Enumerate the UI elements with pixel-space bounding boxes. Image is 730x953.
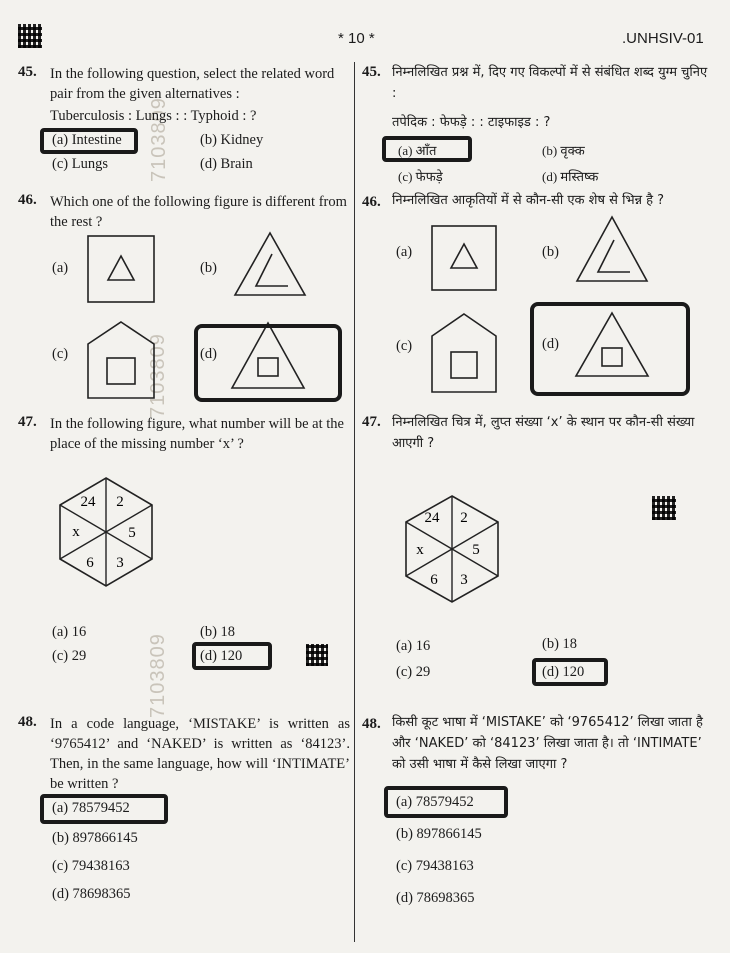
question-text: In the following question, select the related word pair from the given alternatives : [50, 66, 335, 102]
option-d[interactable]: (d) 78698365 [52, 886, 131, 902]
figure-label-c: (c) [52, 346, 69, 362]
question-number: 45. [362, 64, 381, 80]
answer-mark [194, 324, 342, 402]
option-d[interactable]: (d) 120 [200, 648, 243, 664]
qr-code-icon [652, 496, 676, 520]
answer-mark [532, 658, 608, 686]
question-number: 48. [18, 714, 37, 730]
hexagon-figure [58, 476, 154, 588]
option-d[interactable]: (d) 120 [542, 664, 585, 680]
option-c[interactable]: (c) Lungs [52, 156, 108, 172]
question-text-hindi: निम्नलिखित आकृतियों में से कौन-सी एक शेष से भिन्न है ? [392, 193, 665, 208]
option-c[interactable]: (c) 29 [52, 648, 87, 664]
answer-mark [384, 786, 508, 818]
serial-stamp: 7103809 [147, 633, 169, 718]
option-d[interactable]: (d) 78698365 [396, 890, 475, 906]
option-c[interactable]: (c) 29 [396, 664, 431, 680]
figure-c-house-square [430, 312, 498, 394]
hex-value: x [416, 542, 424, 558]
paper-code: .UNHSIV-01 [622, 30, 704, 47]
question-number: 47. [18, 414, 37, 430]
option-d[interactable]: (d) मस्तिष्क [542, 169, 599, 184]
serial-stamp: 7103809 [148, 97, 170, 182]
question-number: 48. [362, 716, 381, 732]
figure-label-d: (d) [542, 336, 559, 352]
hex-value: 5 [128, 525, 136, 541]
figure-a-square-triangle [430, 224, 498, 292]
serial-stamp: 7103809 [147, 333, 169, 418]
question-number: 47. [362, 414, 381, 430]
option-a[interactable]: (a) 78579452 [396, 794, 474, 810]
word-pair: Tuberculosis : Lungs : : Typhoid : ? [50, 108, 257, 124]
question-text: In the following figure, what number will be at the place of the missing number ‘x’ ? [50, 416, 344, 452]
answer-mark [40, 128, 138, 154]
option-b[interactable]: (b) 897866145 [52, 830, 138, 846]
figure-label-a: (a) [396, 244, 413, 260]
option-b[interactable]: (b) वृक्क [542, 143, 585, 158]
figure-b-triangle-l [232, 230, 308, 298]
hex-value: 6 [430, 572, 438, 588]
figure-label-c: (c) [396, 338, 413, 354]
option-b[interactable]: (b) 18 [542, 636, 578, 652]
option-a[interactable]: (a) आँत [398, 143, 437, 158]
figure-label-d: (d) [200, 346, 217, 362]
answer-mark [192, 642, 272, 670]
column-divider [354, 62, 355, 942]
option-b[interactable]: (b) 18 [200, 624, 236, 640]
option-d[interactable]: (d) Brain [200, 156, 253, 172]
hex-value: 6 [86, 555, 94, 571]
option-a[interactable]: (a) 16 [52, 624, 87, 640]
hex-value: 3 [460, 572, 468, 588]
question-number: 46. [18, 192, 37, 208]
question-text: Which one of the following figure is different from the rest ? [50, 194, 347, 230]
option-c[interactable]: (c) फेफड़े [398, 169, 443, 184]
figure-label-a: (a) [52, 260, 69, 276]
answer-mark [40, 794, 168, 824]
question-text-hindi: किसी कूट भाषा में ‘MISTAKE’ को ‘9765412’ लिखा जाता है और ‘NAKED’ को ‘84123’ लिखा जाता है। तो ‘INTIMATE’ को उसी भाषा में कैसे लिखा जाएगा ? [392, 715, 703, 772]
hexagon-figure [404, 494, 500, 604]
qr-code-icon [306, 644, 328, 666]
answer-mark [530, 302, 690, 396]
question-number: 46. [362, 194, 381, 210]
hex-value: 3 [116, 555, 124, 571]
figure-b-triangle-l [574, 214, 650, 284]
hex-value: 24 [424, 510, 440, 526]
option-c[interactable]: (c) 79438163 [396, 858, 474, 874]
question-text-hindi: निम्नलिखित चित्र में, लुप्त संख्या ‘x’ के स्थान पर कौन-सी संख्या आएगी ? [392, 415, 695, 451]
option-a[interactable]: (a) 78579452 [52, 800, 130, 816]
option-b[interactable]: (b) Kidney [200, 132, 264, 148]
page-number: * 10 * [338, 30, 375, 47]
hex-value: 2 [460, 510, 468, 526]
figure-label-b: (b) [542, 244, 559, 260]
hex-value: 2 [116, 494, 124, 510]
question-number: 45. [18, 64, 37, 80]
qr-code-icon [18, 24, 42, 48]
question-text-hindi: निम्नलिखित प्रश्न में, दिए गए विकल्पों में से संबंधित शब्द युग्म चुनिए : [392, 65, 708, 101]
figure-a-square-triangle [86, 234, 156, 304]
figure-label-b: (b) [200, 260, 217, 276]
question-text: In a code language, ‘MISTAKE’ is written as ‘9765412’ and ‘NAKED’ is written as ‘84123’. Then, in the same language, how will ‘INTIMATE’ be written ? [50, 716, 350, 792]
hex-value: 5 [472, 542, 480, 558]
hex-value: x [72, 524, 80, 540]
word-pair-hindi: तपेदिक : फेफड़े : : टाइफाइड : ? [392, 115, 551, 130]
option-a[interactable]: (a) 16 [396, 638, 431, 654]
option-c[interactable]: (c) 79438163 [52, 858, 130, 874]
answer-mark [382, 136, 472, 162]
hex-value: 24 [80, 494, 96, 510]
figure-c-house-square [86, 320, 156, 400]
option-a[interactable]: (a) Intestine [52, 132, 122, 148]
option-b[interactable]: (b) 897866145 [396, 826, 482, 842]
